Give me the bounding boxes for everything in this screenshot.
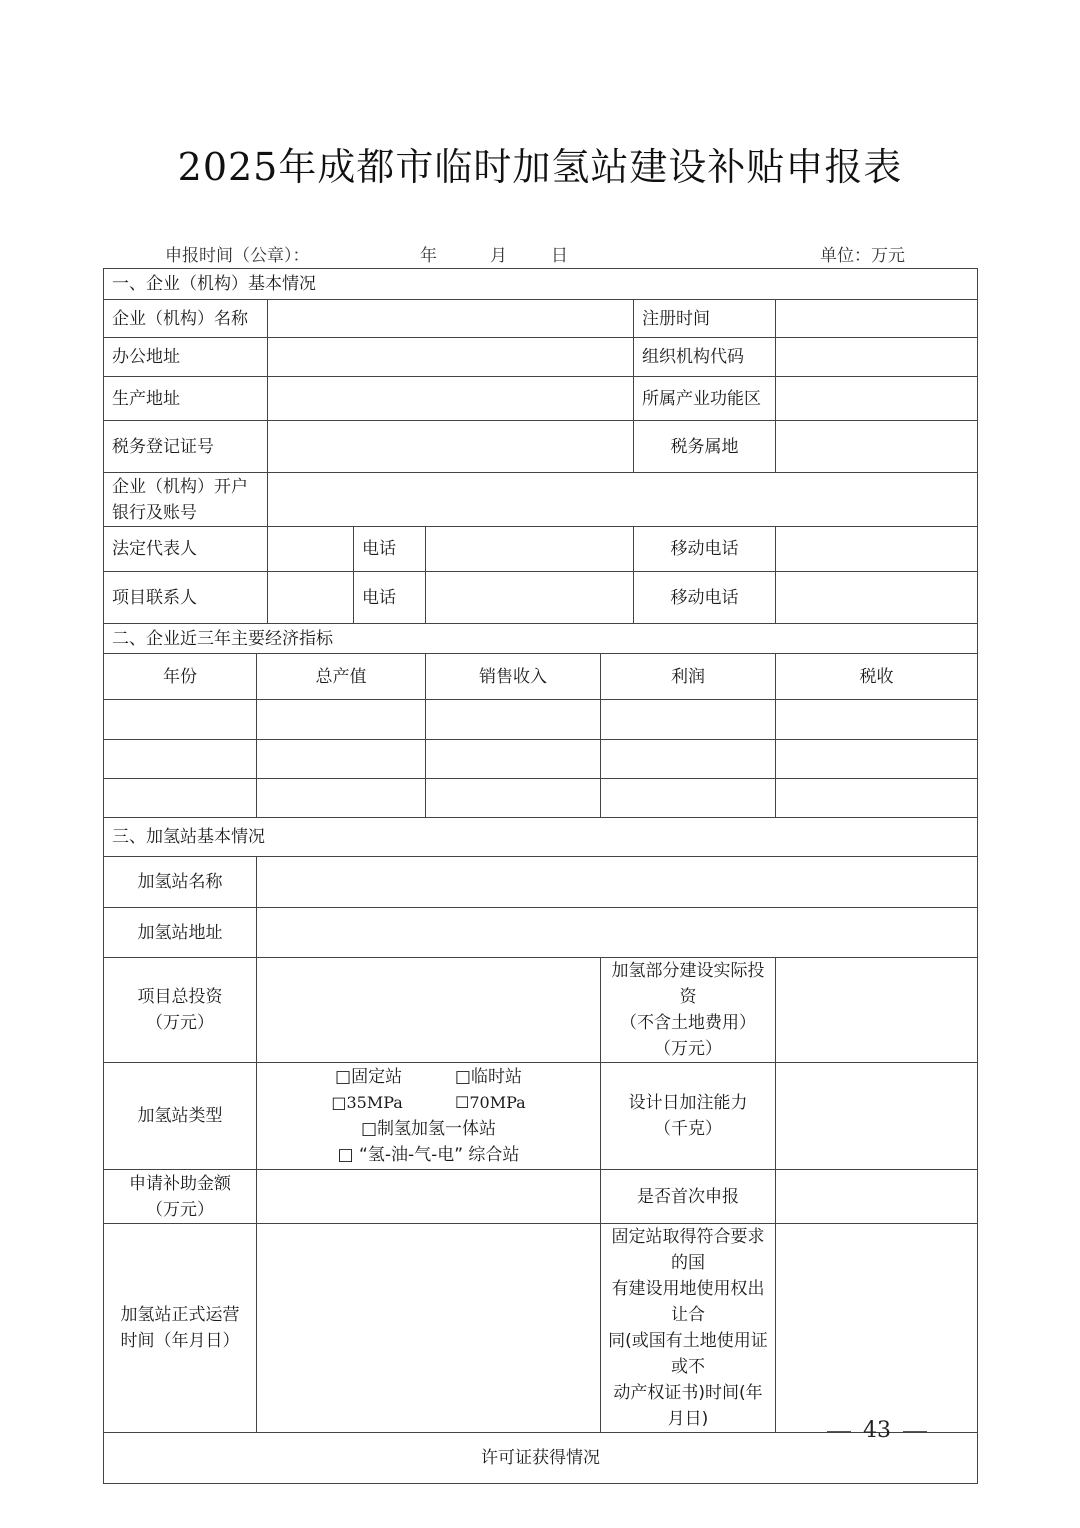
station-name-field[interactable] bbox=[257, 857, 978, 908]
org-name-field[interactable] bbox=[268, 300, 634, 338]
contact-mobile-field[interactable] bbox=[776, 572, 978, 624]
industry-zone-label: 所属产业功能区 bbox=[634, 377, 776, 421]
col-header-year: 年份 bbox=[104, 654, 257, 700]
org-code-field[interactable] bbox=[776, 338, 978, 377]
cell-year[interactable] bbox=[104, 740, 257, 779]
prod-addr-field[interactable] bbox=[268, 377, 634, 421]
subsidy-label-line1: 申请补助金额 bbox=[129, 1173, 231, 1194]
total-invest-label-line2: （万元） bbox=[146, 1013, 214, 1033]
h2-invest-label-line1: 加氢部分建设实际投资 bbox=[611, 961, 765, 1007]
option-temporary-checkbox[interactable]: □临时站 bbox=[454, 1067, 522, 1087]
op-time-label bbox=[104, 1224, 257, 1433]
tax-location-label: 税务属地 bbox=[634, 421, 776, 473]
land-cert-label bbox=[601, 1224, 776, 1433]
col-header-tax: 税收 bbox=[776, 654, 978, 700]
cell-profit[interactable] bbox=[601, 700, 776, 740]
subsidy-label bbox=[104, 1170, 257, 1224]
org-name-label: 企业（机构）名称 bbox=[104, 300, 268, 338]
capacity-field[interactable] bbox=[776, 1063, 978, 1170]
legal-rep-field[interactable] bbox=[268, 527, 354, 572]
contact-label: 项目联系人 bbox=[104, 572, 268, 624]
subsidy-label-line2: （万元） bbox=[146, 1199, 214, 1220]
section2-heading: 二、企业近三年主要经济指标 bbox=[104, 624, 978, 654]
contact-mobile-label: 移动电话 bbox=[634, 572, 776, 624]
contact-field[interactable] bbox=[268, 572, 354, 624]
office-addr-field[interactable] bbox=[268, 338, 634, 377]
total-invest-field[interactable] bbox=[257, 958, 601, 1063]
tax-reg-label: 税务登记证号 bbox=[104, 421, 268, 473]
legal-rep-mobile-label: 移动电话 bbox=[634, 527, 776, 572]
h2-invest-label-line3: （万元） bbox=[654, 1039, 722, 1059]
cell-year[interactable] bbox=[104, 779, 257, 818]
cell-sales[interactable] bbox=[426, 700, 601, 740]
legal-rep-phone-label: 电话 bbox=[354, 527, 426, 572]
reg-time-label: 注册时间 bbox=[634, 300, 776, 338]
table-row bbox=[104, 779, 978, 818]
org-code-label: 组织机构代码 bbox=[634, 338, 776, 377]
station-type-options bbox=[257, 1063, 601, 1170]
cell-output[interactable] bbox=[257, 740, 426, 779]
cell-year[interactable] bbox=[104, 700, 257, 740]
section3-heading: 三、加氢站基本情况 bbox=[104, 818, 978, 857]
op-time-label-line1: 加氢站正式运营 bbox=[120, 1305, 240, 1325]
station-addr-field[interactable] bbox=[257, 908, 978, 958]
legal-rep-label: 法定代表人 bbox=[104, 527, 268, 572]
section1-heading: 一、企业（机构）基本情况 bbox=[104, 269, 978, 300]
bank-label bbox=[104, 473, 268, 527]
option-combo-checkbox[interactable]: □ “氢-油-气-电” 综合站 bbox=[337, 1145, 520, 1165]
col-header-profit: 利润 bbox=[601, 654, 776, 700]
option-70mpa-checkbox[interactable]: ☐70MPa bbox=[454, 1093, 526, 1112]
total-invest-label bbox=[104, 958, 257, 1063]
application-form-table bbox=[103, 268, 978, 1484]
unit-label: 单位：万元 bbox=[820, 246, 905, 266]
subsidy-field[interactable] bbox=[257, 1170, 601, 1224]
bank-label-line2: 银行及账号 bbox=[112, 502, 197, 523]
bank-field[interactable] bbox=[268, 473, 978, 527]
land-cert-label-line1: 固定站取得符合要求的国 bbox=[611, 1227, 765, 1273]
land-cert-label-line2: 有建设用地使用权出让合 bbox=[611, 1279, 765, 1325]
prod-addr-label: 生产地址 bbox=[104, 377, 268, 421]
cell-tax[interactable] bbox=[776, 740, 978, 779]
col-header-output: 总产值 bbox=[257, 654, 426, 700]
cell-sales[interactable] bbox=[426, 779, 601, 818]
cell-tax[interactable] bbox=[776, 779, 978, 818]
office-addr-label: 办公地址 bbox=[104, 338, 268, 377]
h2-invest-field[interactable] bbox=[776, 958, 978, 1063]
h2-invest-label bbox=[601, 958, 776, 1063]
first-apply-label: 是否首次申报 bbox=[601, 1170, 776, 1224]
year-label: 年 bbox=[420, 246, 437, 266]
page-number-footer bbox=[815, 1418, 939, 1443]
table-row bbox=[104, 740, 978, 779]
land-cert-field[interactable] bbox=[776, 1224, 978, 1433]
capacity-label-line1: 设计日加注能力 bbox=[628, 1093, 748, 1113]
station-name-label: 加氢站名称 bbox=[104, 857, 257, 908]
cell-output[interactable] bbox=[257, 779, 426, 818]
day-label: 日 bbox=[551, 246, 568, 266]
option-integrated-checkbox[interactable]: □制氢加氢一体站 bbox=[360, 1119, 497, 1139]
bank-label-line1: 企业（机构）开户 bbox=[112, 476, 248, 497]
contact-phone-field[interactable] bbox=[426, 572, 634, 624]
tax-reg-field[interactable] bbox=[268, 421, 634, 473]
month-label: 月 bbox=[490, 246, 507, 266]
op-time-field[interactable] bbox=[257, 1224, 601, 1433]
industry-zone-field[interactable] bbox=[776, 377, 978, 421]
dash-right bbox=[903, 1431, 927, 1432]
legal-rep-mobile-field[interactable] bbox=[776, 527, 978, 572]
page-title: 2025年成都市临时加氢站建设补贴申报表 bbox=[177, 145, 903, 189]
option-35mpa-checkbox[interactable]: □35MPa bbox=[331, 1093, 403, 1112]
date-label: 申报时间（公章）： bbox=[165, 246, 310, 266]
cell-output[interactable] bbox=[257, 700, 426, 740]
license-heading: 许可证获得情况 bbox=[104, 1433, 978, 1484]
cell-sales[interactable] bbox=[426, 740, 601, 779]
cell-profit[interactable] bbox=[601, 779, 776, 818]
legal-rep-phone-field[interactable] bbox=[426, 527, 634, 572]
first-apply-field[interactable] bbox=[776, 1170, 978, 1224]
cell-profit[interactable] bbox=[601, 740, 776, 779]
h2-invest-label-line2: （不含土地费用） bbox=[620, 1013, 756, 1033]
station-addr-label: 加氢站地址 bbox=[104, 908, 257, 958]
land-cert-label-line3: 同(或国有土地使用证或不 bbox=[608, 1331, 768, 1377]
dash-left bbox=[827, 1431, 851, 1432]
land-cert-label-line4: 动产权证书)时间(年月日) bbox=[613, 1383, 763, 1429]
option-fixed-checkbox[interactable]: □固定站 bbox=[335, 1067, 403, 1087]
cell-tax[interactable] bbox=[776, 700, 978, 740]
station-type-label: 加氢站类型 bbox=[104, 1063, 257, 1170]
page-number: 43 bbox=[863, 1418, 891, 1443]
tax-location-field[interactable] bbox=[776, 421, 978, 473]
reg-time-field[interactable] bbox=[776, 300, 978, 338]
contact-phone-label: 电话 bbox=[354, 572, 426, 624]
col-header-sales: 销售收入 bbox=[426, 654, 601, 700]
op-time-label-line2: 时间（年月日） bbox=[120, 1331, 240, 1351]
capacity-label-line2: （千克） bbox=[654, 1119, 722, 1139]
capacity-label bbox=[601, 1063, 776, 1170]
total-invest-label-line1: 项目总投资 bbox=[137, 987, 223, 1007]
table-row bbox=[104, 700, 978, 740]
